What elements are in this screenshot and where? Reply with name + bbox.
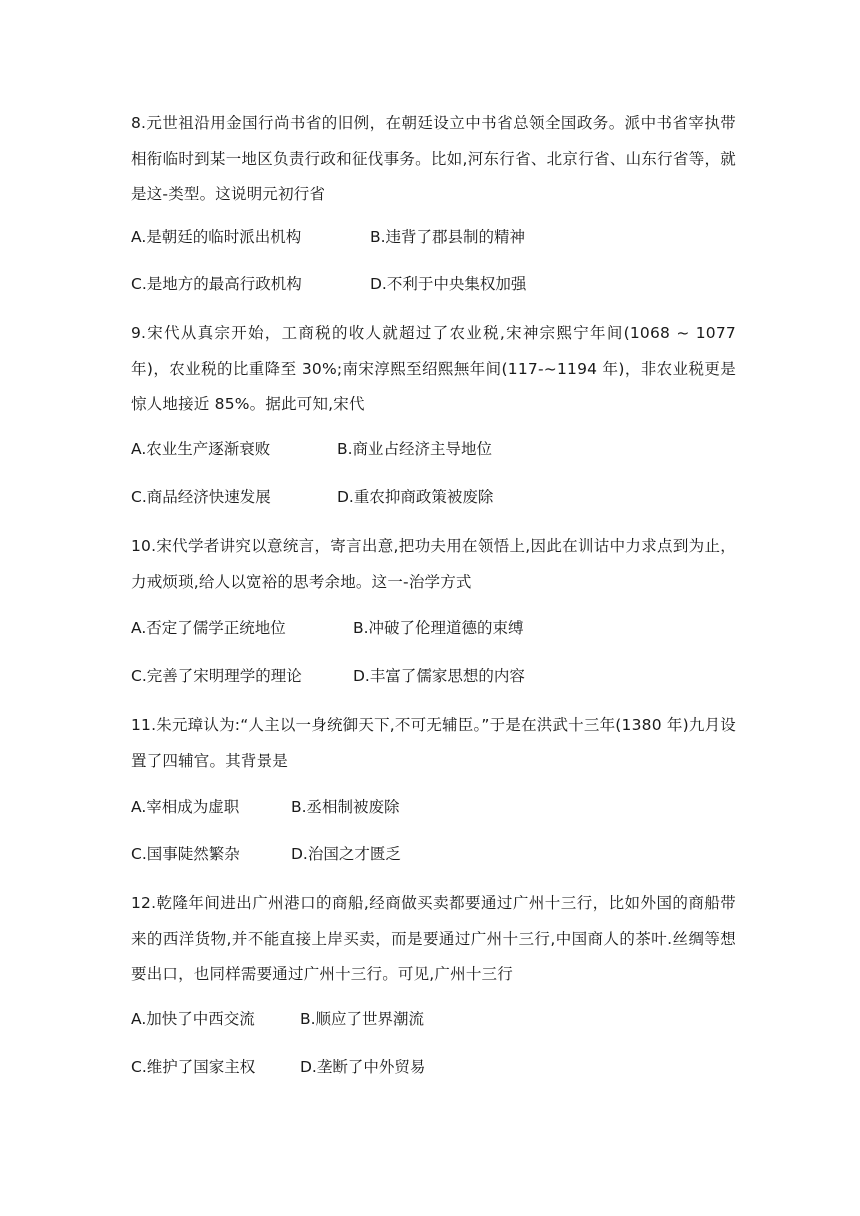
question-10-stem: 10.宋代学者讲究以意统言，寄言出意,把功夫用在领悟上,因此在训诂中力求点到为止，力戒烦琐,给人以宽裕的思考余地。这一-治学方式 <box>131 537 736 591</box>
question-9-option-d: D.重农抑商政策被废除 <box>337 488 494 506</box>
question-9-option-c: C.商品经济快速发展 <box>131 488 271 506</box>
question-12-option-a: A.加快了中西交流 <box>131 1010 255 1028</box>
question-9-options-row-1 <box>131 437 492 461</box>
question-11-option-b: B.丞相制被废除 <box>291 798 400 816</box>
question-12-option-c: C.维护了国家主权 <box>131 1058 256 1076</box>
question-10-options-row-1 <box>131 616 524 640</box>
question-11-option-a: A.宰相成为虚职 <box>131 798 240 816</box>
question-12-options-row-1 <box>131 1007 424 1031</box>
question-9-options-row-2 <box>131 485 493 509</box>
question-11-option-d: D.治国之才匮乏 <box>291 845 401 863</box>
question-8-option-a: A.是朝廷的临时派出机构 <box>131 228 302 246</box>
question-9-option-b: B.商业占经济主导地位 <box>337 440 493 458</box>
question-8-option-c: C.是地方的最高行政机构 <box>131 275 302 293</box>
question-11-option-c: C.国事陡然繁杂 <box>131 845 240 863</box>
question-10-option-c: C.完善了宋明理学的理论 <box>131 667 302 685</box>
question-9-stem: 9.宋代从真宗开始，工商税的收人就超过了农业税,宋神宗熙宁年间(1068 ~ 1077年)，农业税的比重降至 30%;南宋淳熙至绍熙無年间(117-~1194 年)，非农业税更是惊人地接近 85%。据此可知,宋代 <box>131 324 736 413</box>
question-11-stem: 11.朱元璋认为:“人主以一身统御天下,不可无辅臣。”于是在洪武十三年(1380 年)九月设置了四辅官。其背景是 <box>131 716 736 770</box>
question-9-option-a: A.农业生产逐渐衰败 <box>131 440 271 458</box>
question-11-options-row-2 <box>131 842 401 866</box>
question-8-option-b: B.违背了郡县制的精神 <box>370 228 526 246</box>
question-8-stem: 8.元世祖沿用金国行尚书省的旧例，在朝廷设立中书省总领全国政务。派中书省宰执带相衔临时到某一地区负责行政和征伐事务。比如,河东行省、北京行省、山东行省等，就是这-类型。这说明元初行省 <box>131 114 736 203</box>
question-8-options-row-1 <box>131 225 525 249</box>
question-10-option-d: D.丰富了儒家思想的内容 <box>353 667 525 685</box>
question-8-option-d: D.不利于中央集权加强 <box>370 275 527 293</box>
question-12-option-b: B.顺应了世界潮流 <box>300 1010 425 1028</box>
question-10-option-a: A.否定了儒学正统地位 <box>131 619 286 637</box>
question-11-options-row-1 <box>131 795 400 819</box>
question-12-option-d: D.垄断了中外贸易 <box>300 1058 426 1076</box>
question-8-options-row-2 <box>131 272 526 296</box>
question-12-stem: 12.乾隆年间进出广州港口的商船,经商做买卖都要通过广州十三行，比如外国的商船带来的西洋货物,并不能直接上岸买卖，而是要通过广州十三行,中国商人的茶叶.丝绸等想要出口，也同样需要通过广州十三行。可见,广州十三行 <box>131 894 736 983</box>
question-12-options-row-2 <box>131 1055 425 1079</box>
question-10-option-b: B.冲破了伦理道德的束缚 <box>353 619 524 637</box>
question-10-options-row-2 <box>131 664 525 688</box>
